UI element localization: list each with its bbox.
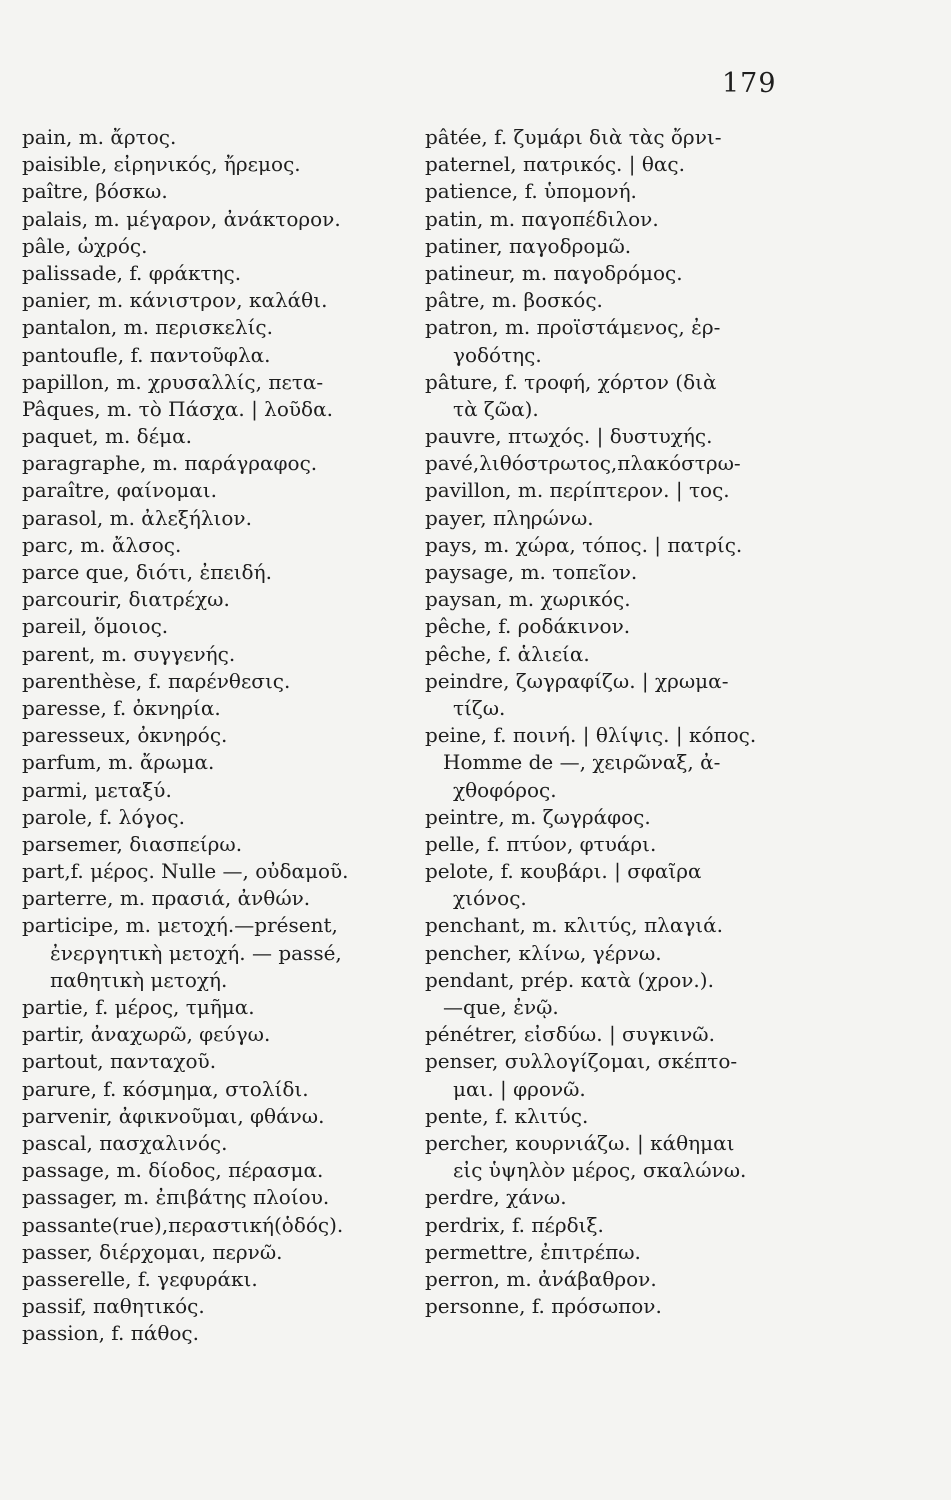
dictionary-entry: papillon, m. χρυσαλλίς, πετα- (22, 369, 324, 394)
dictionary-entry: passerelle, f. γεφυράκι. (22, 1266, 258, 1291)
dictionary-entry: parure, f. κόσμημα, στολίδι. (22, 1076, 309, 1101)
dictionary-entry: permettre, ἐπιτρέπω. (425, 1239, 641, 1264)
dictionary-entry: paysan, m. χωρικός. (425, 587, 631, 612)
dictionary-entry: pavillon, m. περίπτερον. | τος. (425, 478, 730, 503)
dictionary-entry: parc, m. ἄλσος. (22, 532, 182, 557)
dictionary-entry: paître, βόσκω. (22, 179, 168, 204)
dictionary-entry: passage, m. δίοδος, πέρασμα. (22, 1158, 324, 1183)
dictionary-entry: pelle, f. πτύον, φτυάρι. (425, 831, 657, 856)
dictionary-entry: parmi, μεταξύ. (22, 777, 172, 802)
dictionary-entry: palais, m. μέγαρον, ἀνάκτορον. (22, 206, 341, 231)
dictionary-entry: peine, f. ποινή. | θλίψις. | κόπος. (425, 723, 757, 748)
dictionary-entry: pâtre, m. βοσκός. (425, 288, 603, 313)
dictionary-entry: parasol, m. ἀλεξήλιον. (22, 505, 252, 530)
dictionary-entry: passion, f. πάθος. (22, 1321, 199, 1346)
dictionary-entry: payer, πληρώνω. (425, 505, 594, 530)
dictionary-entry: partie, f. μέρος, τμῆμα. (22, 995, 255, 1019)
dictionary-entry: pauvre, πτωχός. | δυστυχής. (425, 424, 713, 449)
dictionary-entry: pantalon, m. περισκελίς. (22, 315, 273, 340)
dictionary-entry: pays, m. χώρα, τόπος. | πατρίς. (425, 532, 743, 557)
dictionary-entry: patin, m. παγοπέδιλον. (425, 206, 659, 231)
dictionary-entry: partout, πανταχοῦ. (22, 1049, 217, 1074)
dictionary-entry: penchant, m. κλιτύς, πλαγιά. (425, 913, 723, 938)
dictionary-entry: pente, f. κλιτύς. (425, 1103, 589, 1128)
dictionary-entry-continuation: εἰς ὑψηλὸν μέρος, σκαλώνω. (453, 1158, 747, 1183)
dictionary-entry: part,f. μέρος. Nulle —, οὐδαμοῦ. (22, 859, 349, 884)
dictionary-entry: perdrix, f. πέρδιξ. (425, 1212, 604, 1237)
dictionary-entry: passante(rue),περαστική(ὁδός). (22, 1212, 344, 1237)
dictionary-entry: parfum, m. ἄρωμα. (22, 750, 215, 775)
dictionary-entry: pavé,λιθόστρωτος,πλακόστρω- (425, 451, 741, 476)
dictionary-entry: participe, m. μετοχή.—présent, (22, 913, 338, 938)
dictionary-entry-continuation: χθοφόρος. (453, 777, 557, 802)
dictionary-entry: pâle, ὠχρός. (22, 233, 148, 258)
left-column (22, 124, 417, 1347)
dictionary-subentry: Homme de —, χειρῶναξ, ἀ- (443, 750, 721, 775)
page-number: 179 (722, 68, 777, 99)
dictionary-entry: pâtée, f. ζυμάρι διὰ τὰς ὄρνι- (425, 125, 722, 149)
dictionary-entry: paquet, m. δέμα. (22, 424, 192, 449)
dictionary-entry: pencher, κλίνω, γέρνω. (425, 940, 662, 965)
dictionary-entry-continuation: ἐνεργητικὴ μετοχή. — passé, (50, 940, 342, 965)
dictionary-entry: peindre, ζωγραφίζω. | χρωμα- (425, 668, 729, 693)
dictionary-entry: pendant, prép. κατὰ (χρον.). (425, 967, 714, 992)
dictionary-entry: Pâques, m. τὸ Πάσχα. | λοῦδα. (22, 396, 333, 421)
dictionary-entry: paresseux, ὀκνηρός. (22, 723, 228, 748)
dictionary-entry-continuation: χιόνος. (453, 886, 527, 911)
dictionary-subentry: —que, ἐνῷ. (443, 995, 559, 1019)
dictionary-entry: pascal, πασχαλινός. (22, 1130, 228, 1155)
dictionary-entry: personne, f. πρόσωπον. (425, 1294, 662, 1319)
dictionary-entry: paternel, πατρικός. | θας. (425, 152, 685, 177)
dictionary-entry: pêche, f. ἁλιεία. (425, 641, 590, 666)
dictionary-entry: passer, διέρχομαι, περνῶ. (22, 1239, 283, 1264)
dictionary-entry: parenthèse, f. παρένθεσις. (22, 668, 291, 693)
dictionary-entry: percher, κουρνιάζω. | κάθημαι (425, 1130, 735, 1155)
dictionary-entry: palissade, f. φράκτης. (22, 260, 242, 285)
dictionary-entry: parce que, διότι, ἐπειδή. (22, 560, 272, 584)
dictionary-entry: patineur, m. παγοδρόμος. (425, 260, 683, 285)
dictionary-entry-continuation: γοδότης. (453, 342, 542, 367)
dictionary-entry: parvenir, ἀφικνοῦμαι, φθάνω. (22, 1103, 325, 1128)
dictionary-entry: perron, m. ἀνάβαθρον. (425, 1266, 657, 1291)
dictionary-entry: parcourir, διατρέχω. (22, 587, 230, 612)
dictionary-entry: perdre, χάνω. (425, 1185, 567, 1210)
dictionary-entry: panier, m. κάνιστρον, καλάθι. (22, 288, 328, 313)
dictionary-entry: patron, m. προϊστάμενος, ἐρ- (425, 315, 721, 340)
dictionary-entry: paysage, m. τοπεῖον. (425, 560, 638, 584)
dictionary-entry: peintre, m. ζωγράφος. (425, 804, 651, 829)
dictionary-entry: pain, m. ἄρτος. (22, 125, 177, 149)
dictionary-entry: paragraphe, m. παράγραφος. (22, 451, 318, 476)
dictionary-entry: penser, συλλογίζομαι, σκέπτο- (425, 1049, 738, 1074)
dictionary-entry: paraître, φαίνομαι. (22, 478, 218, 503)
dictionary-entry: pantoufle, f. παντοῦφλα. (22, 342, 271, 367)
dictionary-entry: paresse, f. ὀκνηρία. (22, 695, 221, 720)
dictionary-entry: parsemer, διασπείρω. (22, 831, 243, 856)
dictionary-entry: paisible, εἰρηνικός, ἤρεμος. (22, 152, 301, 177)
dictionary-entry-continuation: παθητικὴ μετοχή. (50, 967, 228, 992)
dictionary-entry: passager, m. ἐπιβάτης πλοίου. (22, 1185, 330, 1210)
dictionary-entry: pelote, f. κουβάρι. | σφαῖρα (425, 859, 702, 884)
dictionary-entry: parole, f. λόγος. (22, 804, 185, 829)
dictionary-entry: patiner, παγοδρομῶ. (425, 233, 632, 258)
dictionary-entry-continuation: τὰ ζῶα). (453, 396, 539, 421)
dictionary-entry-continuation: μαι. | φρονῶ. (453, 1076, 586, 1101)
dictionary-entry: parent, m. συγγενής. (22, 641, 236, 666)
dictionary-entry: pénétrer, εἰσδύω. | συγκινῶ. (425, 1022, 715, 1047)
dictionary-entry: pâture, f. τροφή, χόρτον (διὰ (425, 369, 717, 394)
dictionary-entry-continuation: τίζω. (453, 695, 506, 720)
dictionary-entry: patience, f. ὑπομονή. (425, 179, 637, 204)
dictionary-entry: passif, παθητικός. (22, 1294, 205, 1319)
dictionary-entry: pêche, f. ροδάκινον. (425, 614, 631, 639)
dictionary-entry: pareil, ὅμοιος. (22, 614, 169, 639)
dictionary-entry: parterre, m. πρασιά, ἀνθών. (22, 886, 311, 911)
dictionary-entry: partir, ἀναχωρῶ, φεύγω. (22, 1022, 271, 1047)
right-column (425, 124, 805, 1320)
